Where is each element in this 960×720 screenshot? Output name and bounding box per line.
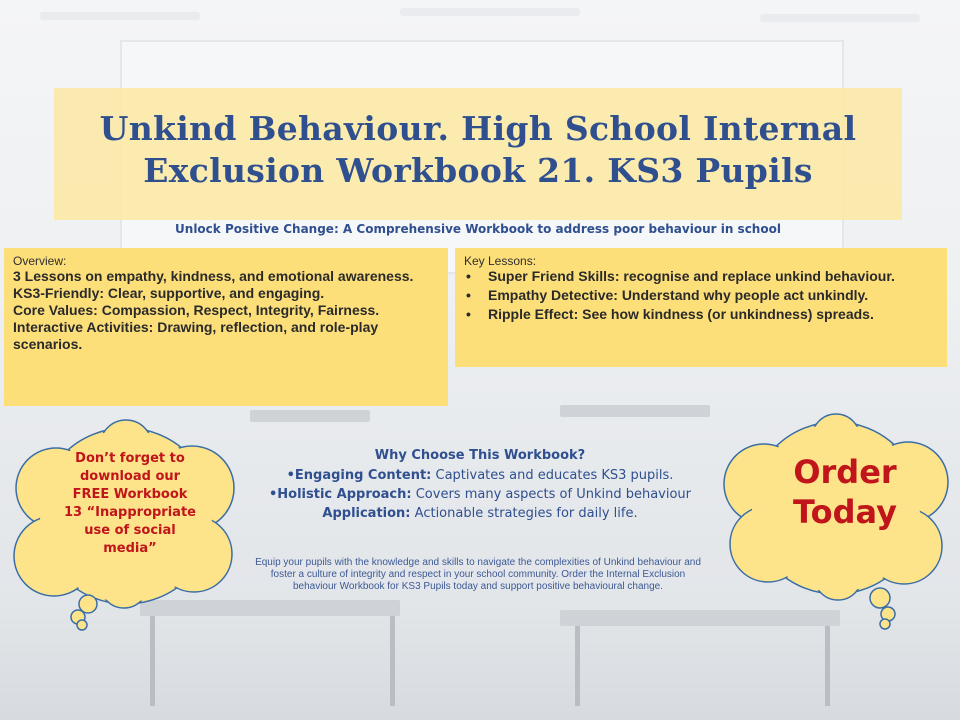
why-item bbox=[240, 466, 720, 485]
ceiling-light bbox=[760, 14, 920, 22]
why-item-label: Application: bbox=[322, 506, 411, 521]
list-item bbox=[464, 268, 938, 285]
key-lessons-list bbox=[464, 268, 938, 323]
order-line: Today bbox=[793, 493, 897, 531]
list-item bbox=[464, 306, 938, 323]
key-lesson-text: Empathy Detective: Understand why people act unkindly. bbox=[488, 287, 869, 303]
bullet-icon: • bbox=[466, 268, 471, 284]
why-title: Why Choose This Workbook? bbox=[374, 448, 586, 463]
overview-heading: Overview: bbox=[13, 254, 67, 268]
title-line-2: Exclusion Workbook 21. KS3 Pupils bbox=[143, 151, 813, 190]
ceiling-light bbox=[400, 8, 580, 16]
why-item-text: Captivates and educates KS3 pupils. bbox=[435, 468, 674, 483]
overview-box bbox=[4, 248, 448, 406]
why-item-label: •Engaging Content: bbox=[286, 468, 432, 483]
left-cloud-line: 13 “Inappropriate bbox=[64, 505, 196, 520]
left-cloud-text bbox=[34, 450, 226, 558]
why-item-text: Actionable strategies for daily life. bbox=[414, 506, 638, 521]
ceiling-light bbox=[40, 12, 200, 20]
why-choose-section bbox=[240, 448, 720, 523]
left-cloud-line: download our bbox=[79, 469, 181, 484]
background-desk bbox=[250, 410, 370, 422]
overview-line: 3 Lessons on empathy, kindness, and emotional awareness. bbox=[13, 268, 414, 284]
key-lessons-box bbox=[455, 248, 947, 367]
left-cloud-line: use of social bbox=[84, 523, 176, 538]
list-item bbox=[464, 287, 938, 304]
why-item bbox=[240, 485, 720, 504]
overview-line: Core Values: Compassion, Respect, Integrity, Fairness. bbox=[13, 302, 380, 318]
why-item-label: •Holistic Approach: bbox=[268, 487, 412, 502]
why-item-text: Covers many aspects of Unkind behaviour bbox=[415, 487, 692, 502]
left-cloud-line: FREE Workbook bbox=[72, 487, 188, 502]
page-title bbox=[54, 108, 902, 192]
bullet-icon: • bbox=[466, 306, 471, 322]
overview-line: KS3-Friendly: Clear, supportive, and engaging. bbox=[13, 285, 325, 301]
order-today-cta[interactable] bbox=[755, 452, 935, 532]
order-line: Order bbox=[793, 453, 897, 491]
background-desk bbox=[560, 405, 710, 417]
desk-leg bbox=[390, 616, 395, 706]
overview-line: Interactive Activities: Drawing, reflection, and role-play scenarios. bbox=[13, 319, 379, 352]
key-lessons-heading: Key Lessons: bbox=[464, 254, 537, 268]
description-paragraph: Equip your pupils with the knowledge and skills to navigate the complexities of Unkind behaviour and foster a culture of integrity and respect in your school community. Order the Internal Exclusion behaviour Workbook for KS3 Pupils today and support positive behavioural change. bbox=[255, 557, 701, 592]
key-lesson-text: Super Friend Skills: recognise and replace unkind behaviour. bbox=[488, 268, 895, 284]
key-lesson-text: Ripple Effect: See how kindness (or unkindness) spreads. bbox=[488, 306, 874, 322]
subtitle: Unlock Positive Change: A Comprehensive Workbook to address poor behaviour in school bbox=[175, 222, 781, 236]
title-line-1: Unkind Behaviour. High School Internal bbox=[99, 109, 857, 148]
bullet-icon: • bbox=[466, 287, 471, 303]
left-cloud-line: media” bbox=[103, 541, 157, 556]
desk-leg bbox=[825, 626, 830, 706]
why-item bbox=[240, 504, 720, 523]
desk-leg bbox=[575, 626, 580, 706]
left-cloud-line: Don’t forget to bbox=[75, 451, 185, 466]
